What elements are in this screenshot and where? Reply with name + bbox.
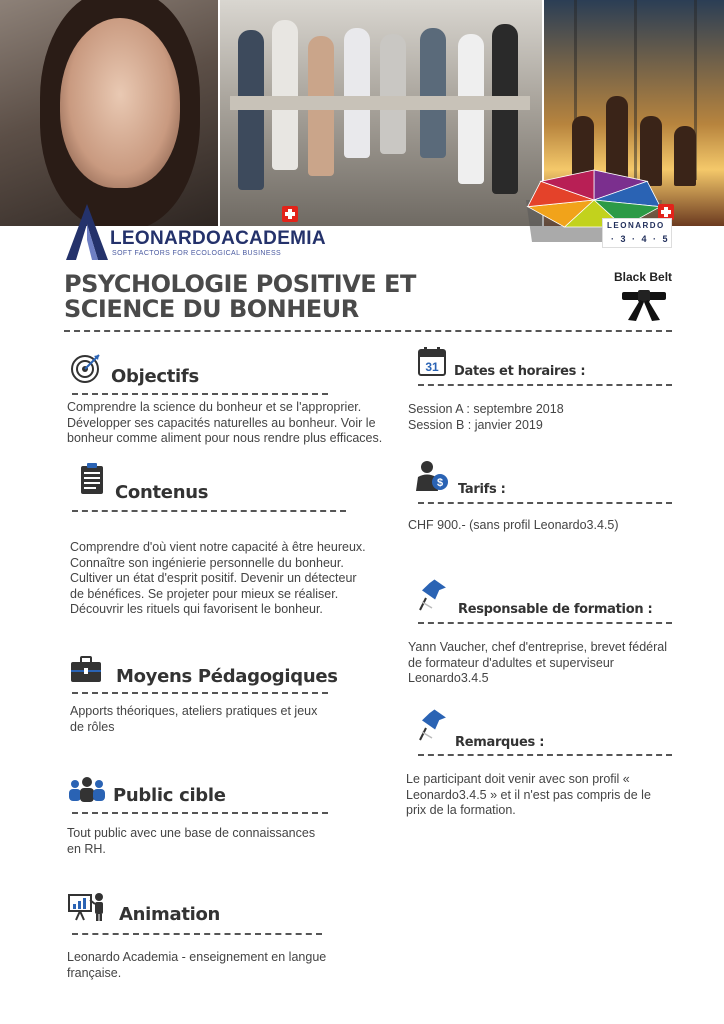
text-line: de formateur d'adultes et superviseur — [408, 655, 614, 670]
text-line: française. — [67, 965, 122, 980]
price-person-icon — [414, 460, 450, 492]
text-line: de rôles — [70, 719, 115, 734]
text-line: Session B : janvier 2019 — [408, 417, 543, 432]
text-line: Leonardo3.4.5 » et il n'est pas compris de le — [406, 787, 651, 802]
objectifs-title: Objectifs — [111, 366, 199, 387]
svg-text:$: $ — [436, 477, 444, 489]
leonardo-academia-logo-icon — [66, 204, 108, 260]
objectifs-text — [67, 400, 397, 447]
leonardo345-numbers: · 3 · 4 · 5 — [611, 234, 670, 244]
text-line: Comprendre la science du bonheur et se l'approprier. — [67, 400, 362, 414]
briefcase-icon — [70, 656, 102, 684]
text-line: Le participant doit venir avec son profil « — [406, 772, 630, 786]
animation-text — [67, 950, 367, 981]
text-line: Leonardo Academia - enseignement en langue — [67, 950, 327, 964]
text-line: Développer ses capacités naturelles au bonheur. Voir le — [67, 415, 376, 430]
tarifs-text — [408, 518, 708, 534]
section-divider — [418, 384, 672, 386]
text-line: Apports théoriques, ateliers pratiques et jeux — [70, 704, 318, 718]
section-divider — [418, 502, 672, 504]
calendar-icon — [418, 346, 446, 376]
section-divider — [72, 812, 328, 814]
text-line: Session A : septembre 2018 — [408, 402, 564, 416]
text-line: Yann Vaucher, chef d'entreprise, brevet fédéral — [408, 640, 668, 654]
remarques-title: Remarques : — [455, 735, 545, 750]
team-meeting-photo — [220, 0, 542, 226]
text-line: Comprendre d'où vient notre capacité à être heureux. — [70, 540, 366, 554]
page-title — [64, 272, 444, 322]
pushpin-icon — [418, 576, 446, 612]
swiss-flag-icon — [282, 206, 298, 222]
remarques-text — [406, 772, 706, 819]
section-divider — [418, 622, 672, 624]
section-divider — [72, 393, 328, 395]
black-belt-label: Black Belt — [614, 270, 673, 284]
page-title-line1: PSYCHOLOGIE POSITIVE ET — [64, 270, 416, 298]
woman-portrait-photo — [0, 0, 218, 226]
logo-tagline: SOFT FACTORS FOR ECOLOGICAL BUSINESS — [112, 250, 282, 257]
public-title: Public cible — [113, 785, 226, 806]
contenus-title: Contenus — [115, 482, 209, 503]
dates-text — [408, 402, 708, 433]
text-line: CHF 900.- (sans profil Leonardo3.4.5) — [408, 518, 619, 532]
people-icon — [68, 776, 106, 802]
text-line: en RH. — [67, 841, 106, 856]
page-title-line2: SCIENCE DU BONHEUR — [64, 295, 359, 323]
text-line: de bénéfices. Se projeter pour mieux se réaliser. — [70, 586, 339, 601]
text-line: Connaître son ingénierie personnelle du bonheur. — [70, 555, 344, 570]
title-divider — [64, 330, 672, 332]
presenter-icon — [68, 892, 106, 922]
logo-name: LEONARDOACADEMIA — [110, 228, 326, 249]
section-divider — [418, 754, 672, 756]
document-icon — [80, 462, 104, 498]
calendar-day: 31 — [425, 360, 439, 374]
pushpin-icon — [418, 706, 446, 742]
text-line: Leonardo3.4.5 — [408, 671, 489, 685]
moyens-title: Moyens Pédagogiques — [116, 666, 338, 687]
black-belt-icon — [620, 288, 668, 322]
section-divider — [72, 692, 328, 694]
responsable-text — [408, 640, 708, 687]
leonardo345-badge — [602, 218, 672, 248]
text-line: prix de la formation. — [406, 803, 516, 817]
leonardo345-name: LEONARDO — [607, 221, 665, 230]
public-text — [67, 826, 367, 857]
text-line: Cultiver un état d'esprit positif. Devenir un détecteur — [70, 571, 357, 585]
responsable-title: Responsable de formation : — [458, 602, 653, 617]
text-line: Tout public avec une base de connaissances — [67, 826, 316, 840]
text-line: bonheur comme aliment pour nous rendre plus efficaces. — [67, 431, 383, 445]
section-divider — [72, 933, 322, 935]
target-icon — [70, 352, 102, 384]
animation-title: Animation — [119, 904, 221, 925]
dates-title: Dates et horaires : — [454, 364, 586, 379]
moyens-text — [70, 704, 370, 735]
contenus-text — [70, 540, 400, 618]
section-divider — [72, 510, 346, 512]
tarifs-title: Tarifs : — [458, 482, 506, 497]
text-line: Découvrir les rituels qui favorisent le bonheur. — [70, 602, 323, 616]
